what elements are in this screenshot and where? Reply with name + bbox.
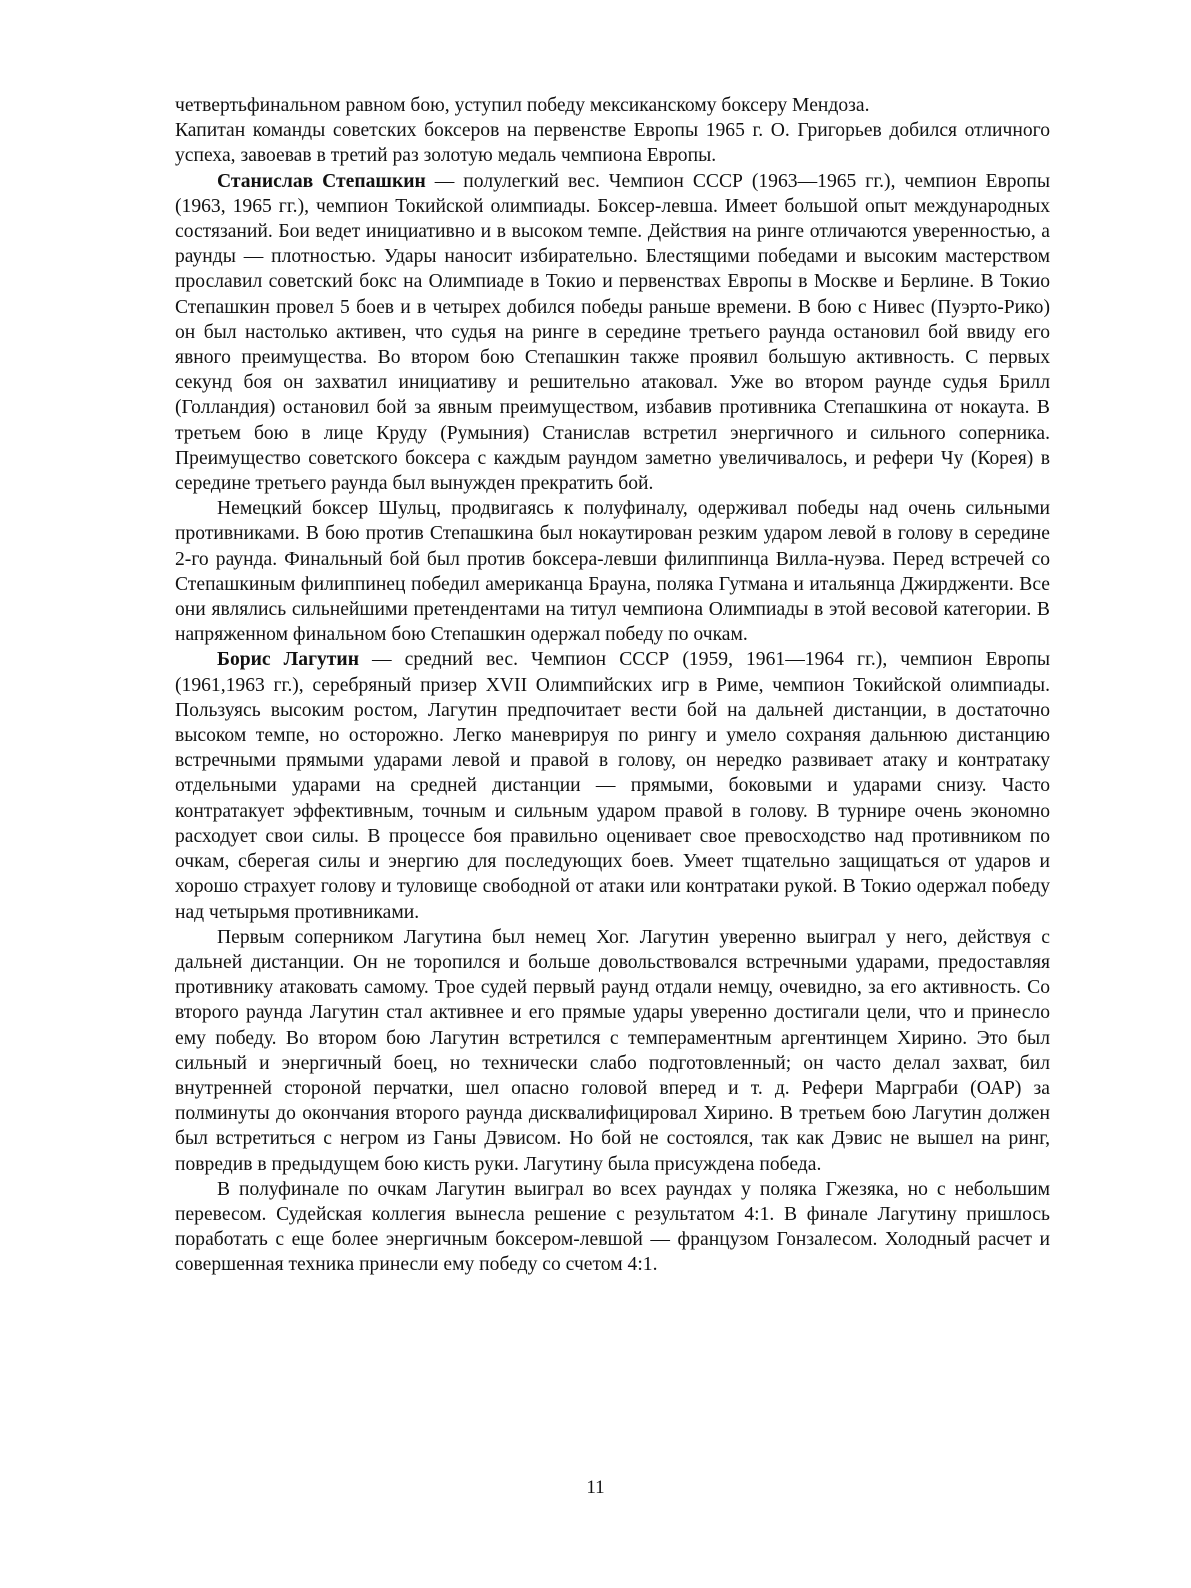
paragraph-text: Первым соперником Лагутина был немец Хог. Лагутин уверенно выиграл у него, действуя с дальней дистанции. Он не торопился и больше довольствовался встречными ударами, предоставляя противнику атаковать самому. Трое судей первый раунд отдали немцу, очевидно, за его активность. Со второго раунда Лагутин стал активнее и его прямые удары уверенно достигали цели, что и принесло ему победу. Во втором бою Лагутин встретился с темпераментным аргентинцем Хирино. Это был сильный и энергичный боец, но технически слабо подготовленный; он часто делал захват, бил внутренней стороной перчатки, шел опасно головой вперед и т. д. Рефери Марграби (ОАР) за полминуты до окончания второго раунда дисквалифицировал Хирино. В третьем бою Лагутин должен был встретиться с негром из Ганы Дэвисом. Но бой не состоялся, так как Дэвис не вышел на ринг, повредив в предыдущем бою кисть руки. Лагутину была присуждена победа.: [175, 926, 1050, 1175]
body-text: [175, 93, 1050, 1278]
paragraph-1: [175, 93, 1050, 118]
paragraph-text: В полуфинале по очкам Лагутин выиграл во всех раундах у поляка Гжезяка, но с небольшим перевесом. Судейская коллегия вынесла решение с результатом 4:1. В финале Лагутину пришлось поработать с еще более энергичным боксером-левшой — французом Гонзалесом. Холодный расчет и совершенная техника принесли ему победу со счетом 4:1.: [175, 1178, 1050, 1276]
paragraph-text: — полулегкий вес. Чемпион СССР (1963—1965 гг.), чемпион Европы (1963, 1965 гг.), чемпион Токийской олимпиады. Боксер-левша. Имеет большой опыт международных состязаний. Бои ведет инициативно и в высоком темпе. Действия на ринге отличаются уверенностью, а раунды — плотностью. Удары наносит избирательно. Блестящими победами и высоким мастерством прославил советский бокс на Олимпиаде в Токио и первенствах Европы в Москве и Берлине. В Токио Степашкин провел 5 боев и в четырех добился победы раньше времени. В бою с Нивес (Пуэрто-Рико) он был настолько активен, что судья на ринге в середине третьего раунда остановил бой ввиду его явного преимущества. Во втором бою Степашкин также проявил большую активность. С первых секунд боя он захватил инициативу и решительно атаковал. Уже во втором раунде судья Брилл (Голландия) остановил бой за явным преимуществом, избавив противника Степашкина от нокаута. В третьем бою в лице Круду (Румыния) Станислав встретил энергичного и сильного соперника. Преимущество советского боксера с каждым раундом заметно увеличивалось, и рефери Чу (Корея) в середине третьего раунда был вынужден прекратить бой.: [175, 170, 1050, 495]
boxer-name-lagutin: Борис Лагутин: [217, 649, 359, 671]
paragraph-6: [175, 925, 1050, 1177]
paragraph-text: — средний вес. Чемпион СССР (1959, 1961—1964 гг.), чемпион Европы (1961,1963 гг.), серебряный призер XVII Олимпийских игр в Риме, чемпион Токийской олимпиады. Пользуясь высоким ростом, Лагутин предпочитает вести бой на дальней дистанции, в достаточно высоком темпе, но осторожно. Легко маневрируя по рингу и умело сохраняя дальнюю дистанцию встречными прямыми ударами левой и правой в голову, он нередко развивает атаку и контратаку отдельными ударами на средней дистанции — прямыми, боковыми и ударами снизу. Часто контратакует эффективным, точным и сильным ударом правой в голову. В турнире очень экономно расходует свои силы. В процессе боя правильно оценивает свое превосходство над противником по очкам, сберегая силы и энергию для последующих боев. Умеет тщательно защищаться от ударов и хорошо страхует голову и туловище свободной от атаки или контратаки рукой. В Токио одержал победу над четырьмя противниками.: [175, 649, 1050, 923]
paragraph-5: [175, 647, 1050, 924]
paragraph-7: [175, 1177, 1050, 1278]
boxer-name-stepashkin: Станислав Степашкин: [217, 170, 426, 192]
page-number: 11: [586, 1477, 605, 1498]
paragraph-text: Капитан команды советских боксеров на первенстве Европы 1965 г. О. Григорьев добился отличного успеха, завоевав в третий раз золотую медаль чемпиона Европы.: [175, 120, 1050, 167]
paragraph-text: Немецкий боксер Шульц, продвигаясь к полуфиналу, одерживал победы над очень сильными противниками. В бою против Степашкина был нокаутирован резким ударом левой в голову в середине 2-го раунда. Финальный бой был против боксера-левши филиппинца Вилла-нуэва. Перед встречей со Степашкиным филиппинец победил американца Брауна, поляка Гутмана и итальянца Джирдженти. Все они являлись сильнейшими претендентами на титул чемпиона Олимпиады в этой весовой категории. В напряженном финальном бою Степашкин одержал победу по очкам.: [175, 498, 1050, 646]
paragraph-text: четвертьфинальном равном бою, уступил победу мексиканскому боксеру Мендоза.: [175, 95, 870, 116]
paragraph-3: [175, 169, 1050, 497]
paragraph-2: [175, 118, 1050, 168]
paragraph-4: [175, 496, 1050, 647]
